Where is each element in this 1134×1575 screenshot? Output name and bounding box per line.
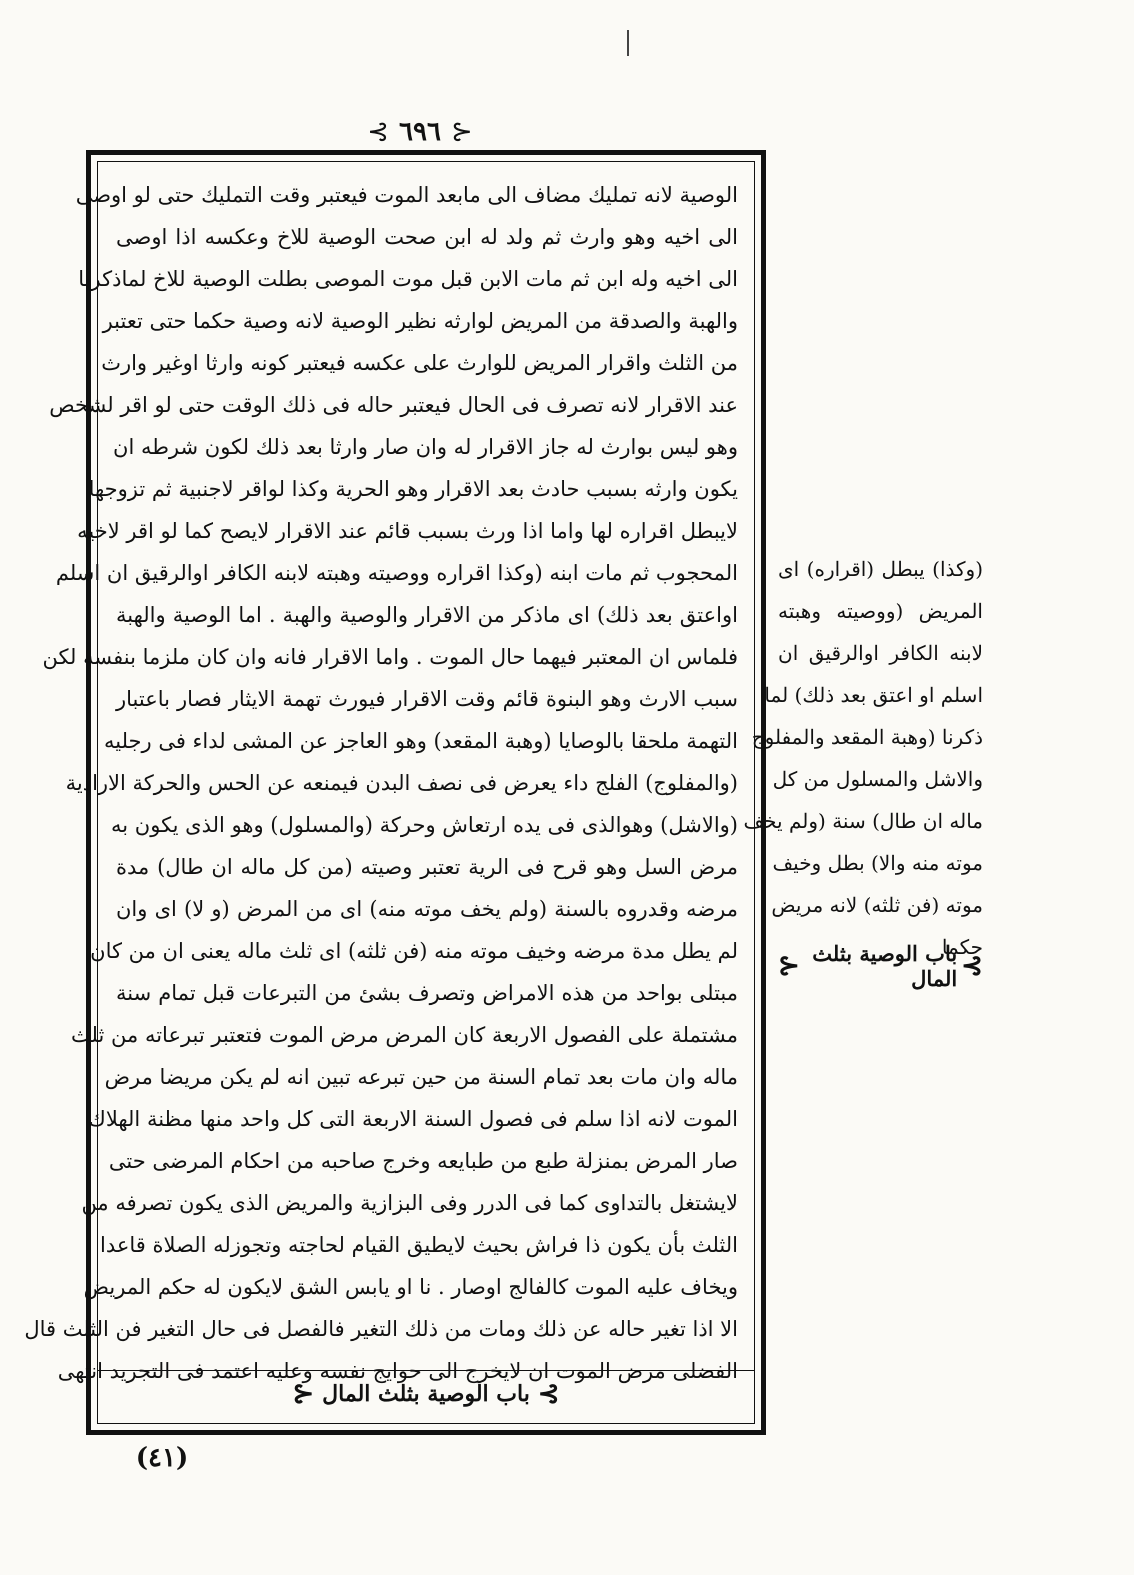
text-line: (والاشل) وهوالذى فى يده ارتعاش وحركة (والمسلول) وهو الذى يكون به bbox=[111, 813, 738, 837]
margin-line: موته منه والا) بطل وخيف bbox=[772, 851, 983, 875]
margin-line: لابنه الكافر اوالرقيق ان bbox=[778, 641, 983, 665]
text-line: مرضه وقدروه بالسنة (ولم يخف موته منه) اى من المرض (و لا) اى وان bbox=[116, 897, 738, 921]
main-text-frame bbox=[24, 150, 766, 1435]
text-line: الفضلى مرض الموت ان لايخرج الى حوايج نفسه وعليه اعتمد فى التجريد انتهى bbox=[57, 1359, 738, 1383]
text-line: الا اذا تغير حاله عن ذلك ومات من ذلك التغير فالفصل فى حال التغير فن الثلث قال bbox=[24, 1317, 738, 1341]
text-line: يكون وارثه بسبب حادث بعد الاقرار وهو الحرية وكذا لواقر لاجنبية ثم تزوجها bbox=[88, 477, 738, 501]
margin-line: اسلم او اعتق بعد ذلك) لما bbox=[764, 683, 983, 707]
text-line: مشتملة على الفصول الاربعة كان المرض مرض الموت فتعتبر تبرعاته من ثلث bbox=[70, 1023, 738, 1047]
margin-line: (وكذا) يبطل (اقراره) اى bbox=[778, 557, 983, 581]
page-header bbox=[330, 112, 510, 152]
footer-divider bbox=[98, 1370, 754, 1371]
text-line: الثلث بأن يكون ذا فراش بحيث لايطيق القيام لحاجته وتجوزله الصلاة قاعدا bbox=[100, 1233, 738, 1257]
text-line: لايشتغل بالتداوى كما فى الدرر وفى البزازية والمريض الذى يكون تصرفه من bbox=[81, 1191, 738, 1215]
text-line: عند الاقرار لانه تصرف فى الحال فيعتبر حاله فى ذلك الوقت حتى لو اقر لشخص bbox=[49, 393, 738, 417]
text-line: صار المرض بمنزلة طبع من طبايعه وخرج صاحبه من احكام المرضى حتى bbox=[108, 1149, 738, 1173]
main-text-block bbox=[24, 174, 738, 1392]
inner-frame bbox=[24, 161, 755, 1424]
text-line: مرض السل وهو قرح فى الرية تعتبر وصيته (من كل ماله ان طال) مدة bbox=[116, 855, 738, 879]
text-line: مبتلى بواحد من هذه الامراض وتصرف بشئ من التبرعات قبل تمام سنة bbox=[116, 981, 738, 1005]
text-line: الموت لانه اذا سلم فى فصول السنة الاربعة التى كل واحد منها مظنة الهلاك bbox=[88, 1107, 738, 1131]
margin-ornament-left-icon: ⊰ bbox=[778, 951, 800, 981]
margin-line: موته (فن ثلثه) لانه مريض bbox=[771, 893, 983, 917]
text-line: لايبطل اقراره لها واما اذا ورث بسبب قائم عند الاقرار لايصح كما لو اقر لاخيه bbox=[77, 519, 738, 543]
page-number: ٦٩٦ bbox=[399, 117, 441, 147]
margin-line: والاشل والمسلول من كل bbox=[772, 767, 983, 791]
text-line: لم يطل مدة مرضه وخيف موته منه (فن ثلثه) اى ثلث ماله يعنى ان من كان bbox=[90, 939, 738, 963]
text-line: الوصية لانه تمليك مضاف الى مابعد الموت فيعتبر وقت التمليك حتى لو اوصى bbox=[75, 183, 738, 207]
margin-ornament-right-icon: ⊱ bbox=[961, 951, 983, 981]
text-line: الى اخيه وهو وارث ثم ولد له ابن صحت الوصية للاخ وعكسه اذا اوصى bbox=[116, 225, 738, 249]
margin-line: حكما bbox=[941, 935, 983, 959]
left-flourish-icon: ⊰ bbox=[367, 117, 390, 147]
footer-heading-text: باب الوصية بثلث المال bbox=[322, 1381, 530, 1407]
text-line: فلماس ان المعتبر فيهما حال الموت . واما الاقرار فانه وان كان ملزما بنفسه لكن bbox=[42, 645, 738, 669]
text-line: ويخاف عليه الموت كالفالج اوصار . نا او يابس الشق لايكون له حكم المريض bbox=[83, 1275, 738, 1299]
margin-gloss bbox=[743, 548, 983, 968]
heading-ornament-left-icon: ⊰ bbox=[292, 1379, 315, 1409]
signature-mark: (٤١) bbox=[135, 1443, 189, 1473]
footer-section-heading bbox=[98, 1375, 754, 1413]
text-line: والهبة والصدقة من المريض لوارثه نظير الوصية لانه وصية حكما حتى تعتبر bbox=[102, 309, 738, 333]
margin-section-heading bbox=[778, 941, 983, 991]
text-line: المحجوب ثم مات ابنه (وكذا اقراره ووصيته وهبته لابنه الكافر اوالرقيق ان اسلم bbox=[55, 561, 738, 585]
text-line: سبب الارث وهو البنوة قائم وقت الاقرار فيورث تهمة الايثار فصار باعتبار bbox=[116, 687, 738, 711]
margin-heading-text: باب الوصية بثلث المال bbox=[812, 941, 958, 991]
margin-line: ذكرنا (وهبة المقعد والمفلوج bbox=[751, 725, 983, 749]
right-flourish-icon: ⊱ bbox=[450, 117, 473, 147]
text-line: التهمة ملحقا بالوصايا (وهبة المقعد) وهو العاجز عن المشى لداء فى رجليه bbox=[103, 729, 738, 753]
text-line: وهو ليس بوارث له جاز الاقرار له وان صار وارثا بعد ذلك لكون شرطه ان bbox=[113, 435, 738, 459]
text-line: اواعتق بعد ذلك) اى ماذكر من الاقرار والوصية والهبة . اما الوصية والهبة bbox=[116, 603, 738, 627]
text-line: من الثلث واقرار المريض للوارث على عكسه فيعتبر كونه وارثا اوغير وارث bbox=[101, 351, 738, 375]
margin-line: المريض (ووصيته وهبته bbox=[778, 599, 983, 623]
text-line: (والمفلوج) الفلج داء يعرض فى نصف البدن فيمنعه عن الحس والحركة الارادية bbox=[65, 771, 738, 795]
top-margin-mark bbox=[627, 30, 629, 56]
heading-ornament-right-icon: ⊱ bbox=[537, 1379, 560, 1409]
text-line: ماله وان مات بعد تمام السنة من حين تبرعه تبين انه لم يكن مريضا مرض bbox=[104, 1065, 738, 1089]
text-line: الى اخيه وله ابن ثم مات الابن قبل موت الموصى بطلت الوصية للاخ لماذكرنا bbox=[78, 267, 738, 291]
margin-line: ماله ان طال) سنة (ولم يخف bbox=[743, 809, 983, 833]
